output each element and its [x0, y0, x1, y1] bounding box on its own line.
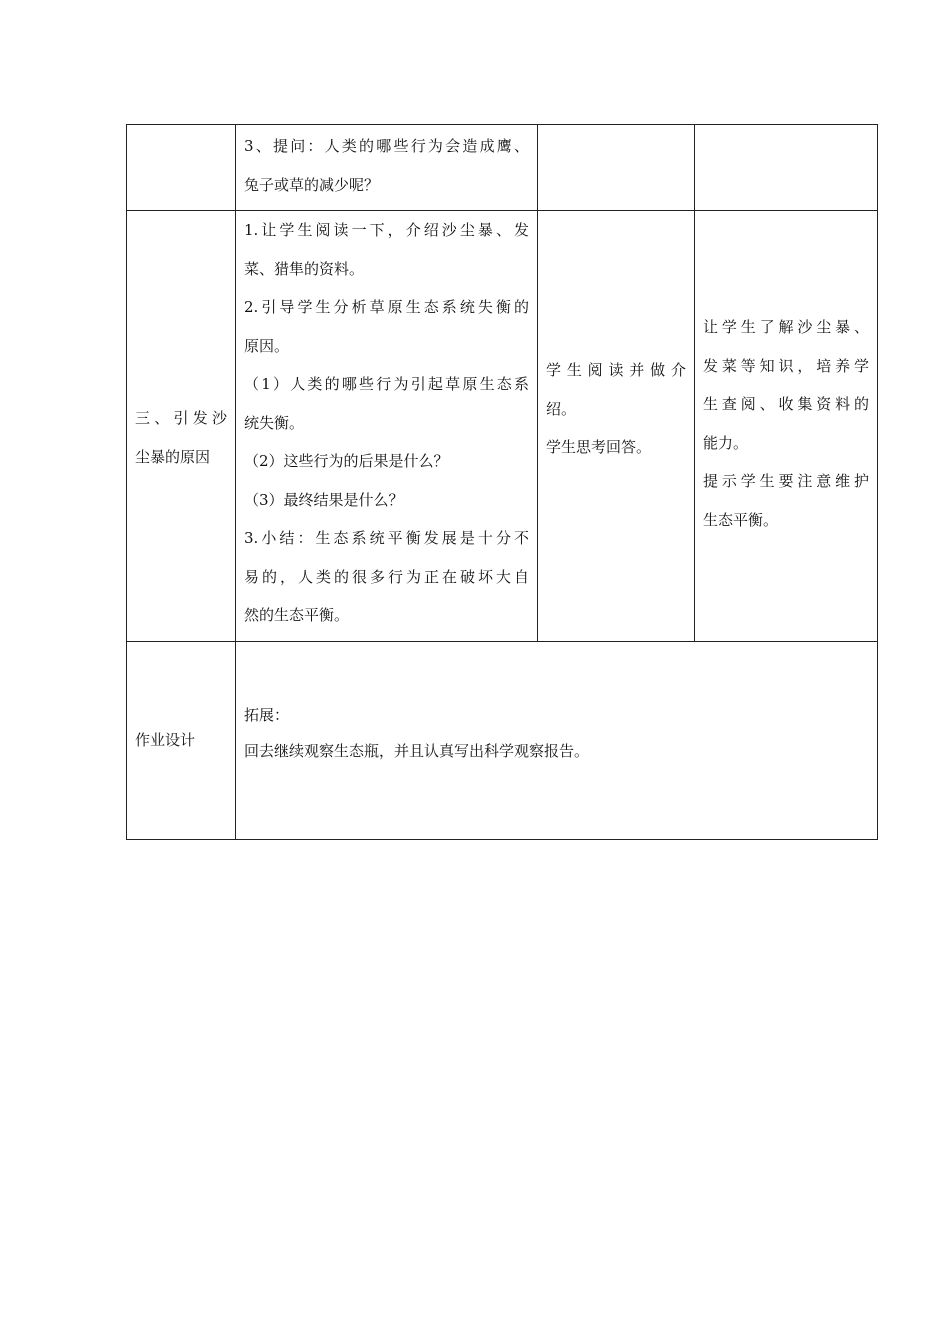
text-line: 然的生态平衡。	[244, 606, 350, 624]
stage-label-line: 尘暴的原因	[135, 447, 211, 466]
lesson-plan-table	[126, 124, 878, 840]
teacher-activity-cell	[236, 125, 538, 211]
text-line: 生查阅、收集资料的	[703, 395, 869, 414]
text-line: （2）这些行为的后果是什么？	[244, 452, 449, 470]
stage-cell	[127, 125, 236, 211]
text-line: 绍。	[546, 399, 577, 418]
teacher-activity-cell	[236, 211, 538, 642]
text-line: 统失衡。	[244, 413, 305, 432]
design-intent-cell	[695, 125, 878, 211]
text-line: 学生思考回答。	[546, 438, 652, 456]
text-line: 让学生了解沙尘暴、	[703, 318, 869, 337]
table-row	[127, 125, 878, 211]
text-line: 提示学生要注意维护	[703, 472, 869, 491]
text-line: 菜、猎隼的资料。	[244, 259, 365, 278]
text-line: 生态平衡。	[703, 510, 779, 529]
design-intent-cell	[695, 211, 878, 642]
text-line: 3.小结：生态系统平衡发展是十分不	[244, 529, 529, 547]
text-line: 能力。	[703, 433, 749, 452]
homework-heading: 拓展：	[244, 706, 290, 724]
homework-label-cell	[127, 641, 236, 839]
text-line: 原因。	[244, 336, 290, 355]
text-line: （3）最终结果是什么？	[244, 490, 404, 509]
text-line: 兔子或草的减少呢？	[244, 175, 380, 194]
stage-cell	[127, 211, 236, 642]
text-line: （1）人类的哪些行为引起草原生态系	[244, 375, 529, 393]
text-line: 学生阅读并做介	[546, 361, 686, 379]
homework-label: 作业设计	[135, 730, 196, 749]
homework-content: 回去继续观察生态瓶，并且认真写出科学观察报告。	[244, 742, 590, 760]
student-activity-cell	[538, 125, 695, 211]
table-row	[127, 211, 878, 642]
text-line: 1.让学生阅读一下，介绍沙尘暴、发	[244, 221, 529, 239]
text-line: 3、提问：人类的哪些行为会造成鹰、	[244, 137, 529, 155]
text-line: 2.引导学生分析草原生态系统失衡的	[244, 298, 529, 316]
homework-content-cell	[236, 641, 878, 839]
text-line: 易的，人类的很多行为正在破坏大自	[244, 567, 529, 586]
table-row	[127, 641, 878, 839]
text-line: 发菜等知识，培养学	[703, 356, 869, 375]
stage-label-line: 三、引发沙	[135, 409, 227, 428]
student-activity-cell	[538, 211, 695, 642]
